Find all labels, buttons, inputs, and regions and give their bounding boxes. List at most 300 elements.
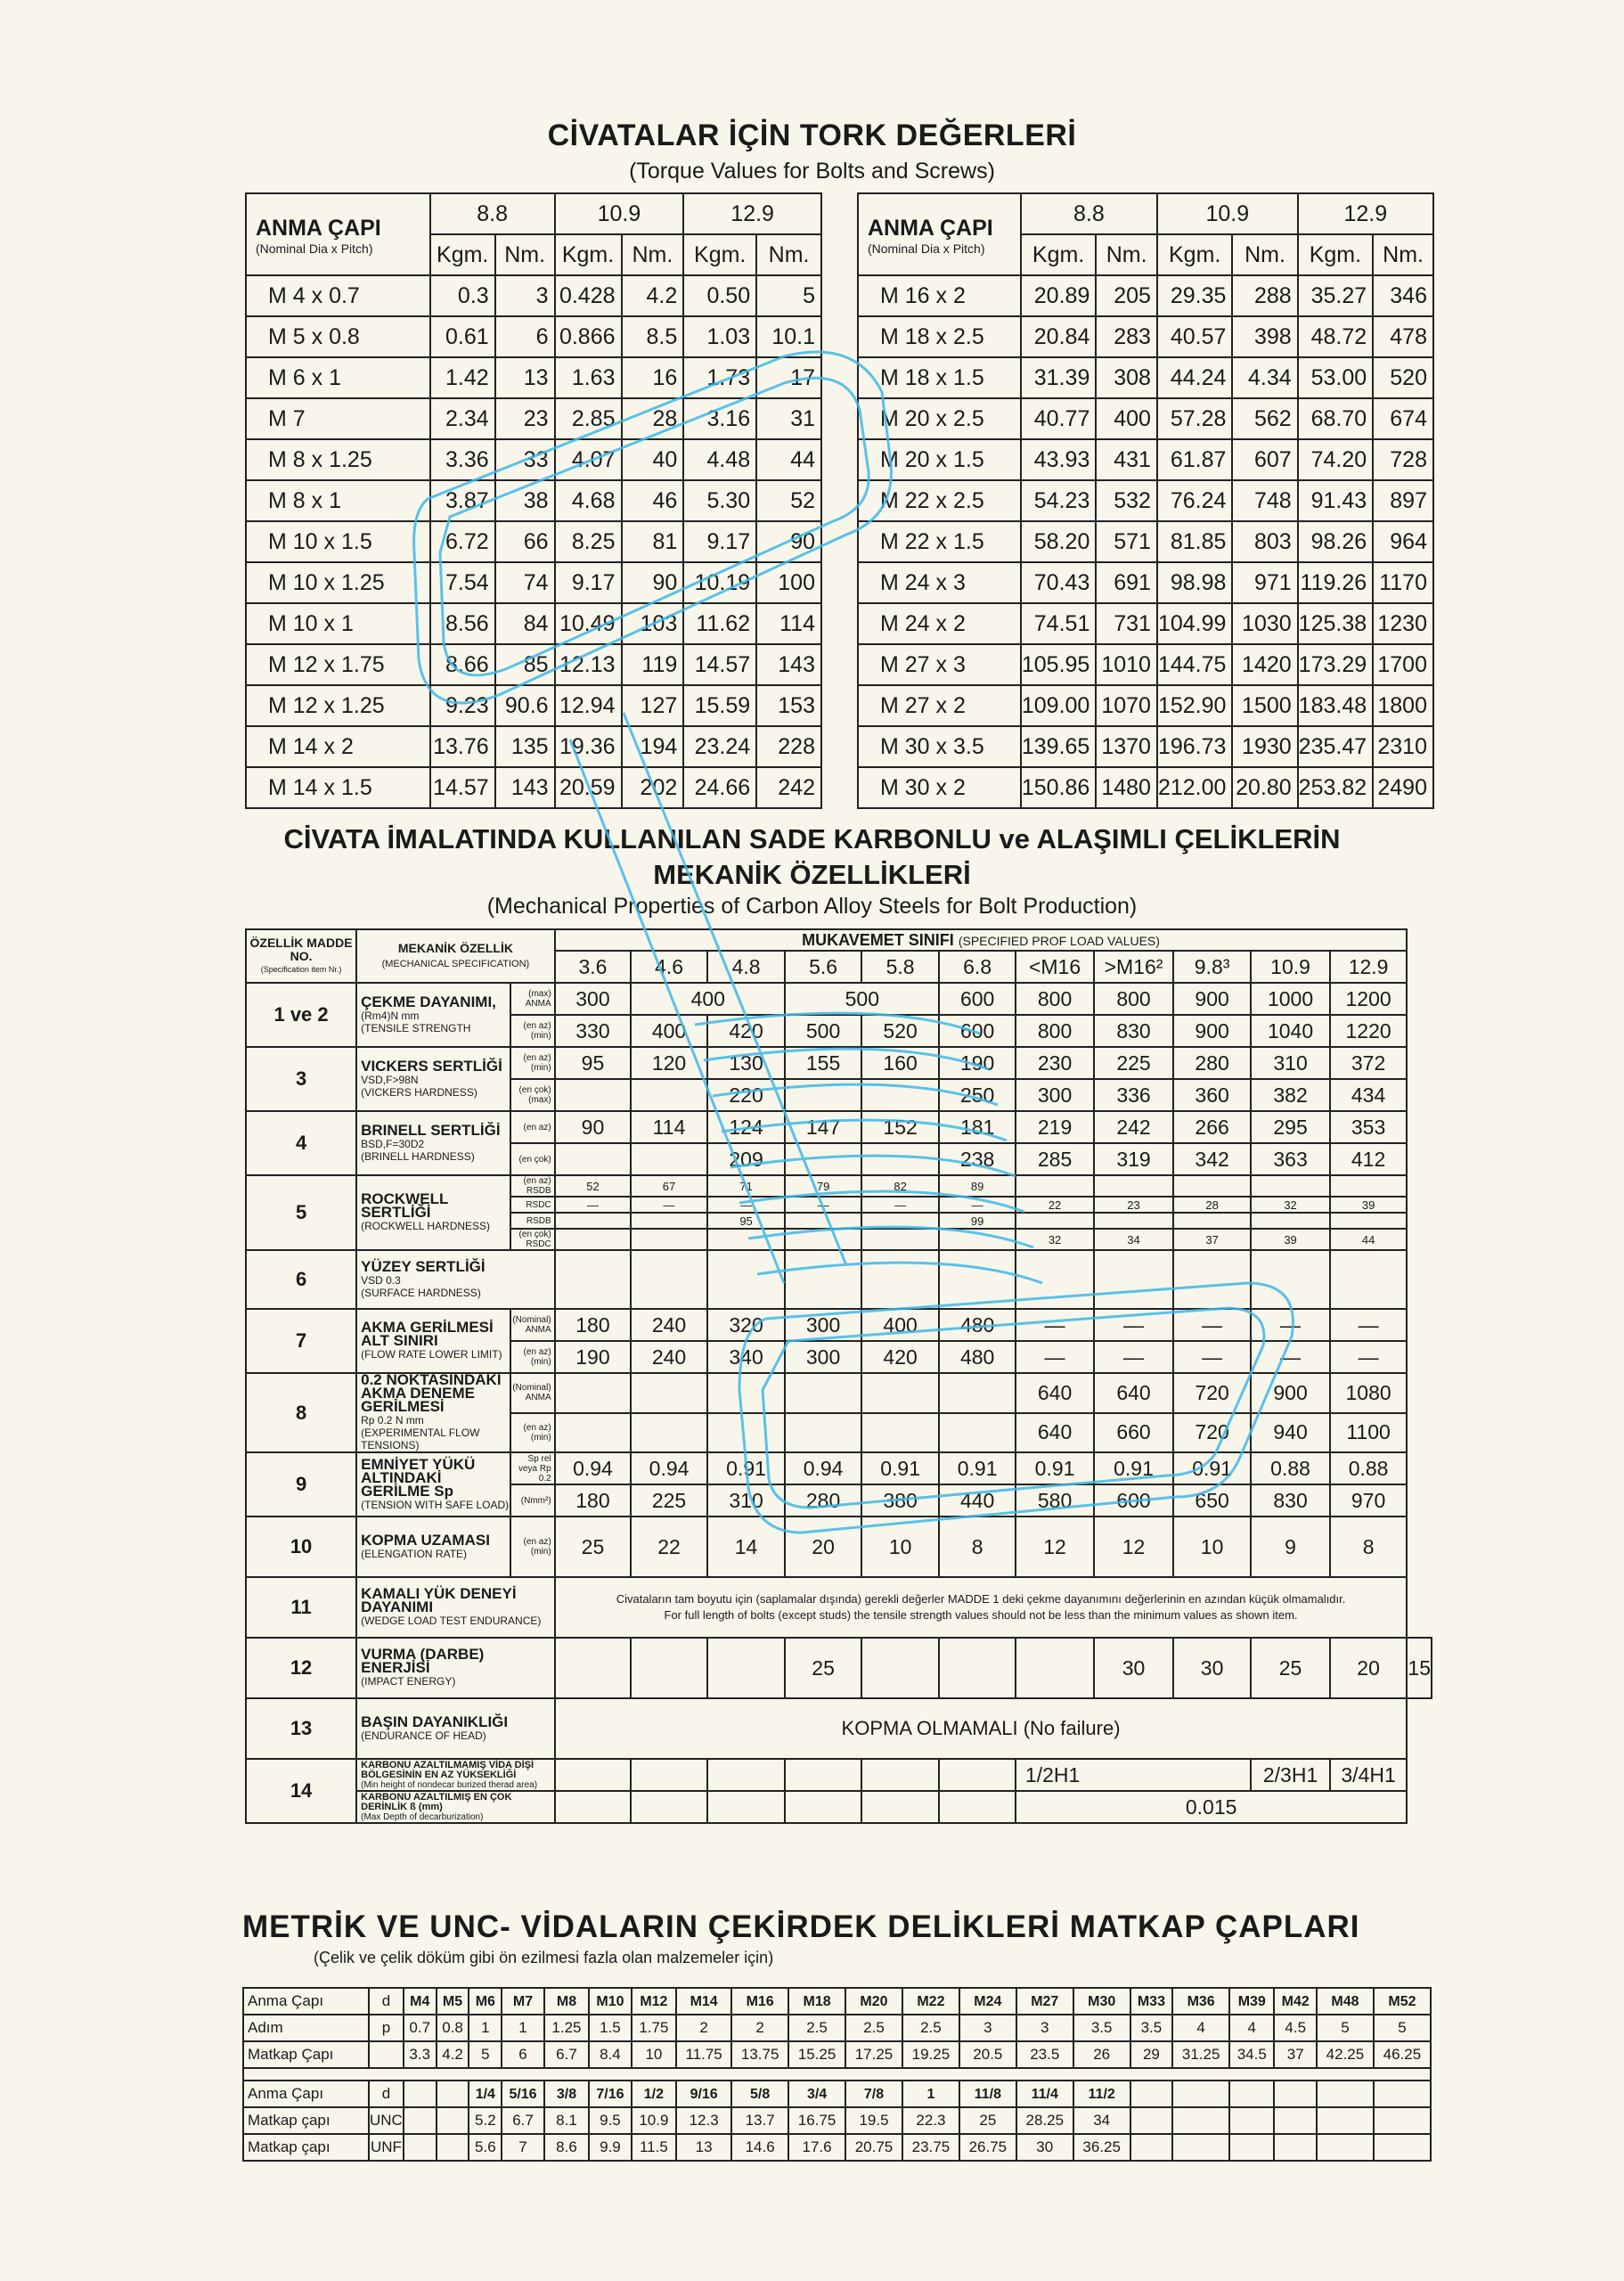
value-cell: 7/8	[845, 2081, 902, 2107]
value-cell: 180	[555, 1484, 632, 1517]
table-row	[243, 2015, 1431, 2041]
torque-value: 16	[622, 357, 684, 398]
torque-value: 20.84	[1021, 316, 1096, 357]
value-cell: 720	[1173, 1413, 1251, 1453]
table-row	[858, 480, 1433, 521]
table-row	[246, 726, 821, 767]
value-cell: M8	[544, 1988, 589, 2015]
value-cell: 25	[959, 2107, 1016, 2134]
torque-value: 35.27	[1298, 275, 1373, 316]
torque-value: 8.66	[430, 644, 495, 685]
row-label: Matkap çapı	[243, 2134, 369, 2161]
value-cell: M36	[1172, 1988, 1229, 2015]
value-cell	[1374, 2134, 1431, 2161]
spec-qualifier: (en az) (min)	[510, 1047, 555, 1079]
torque-value: 98.98	[1157, 562, 1232, 603]
value-cell: —	[1330, 1341, 1408, 1373]
torque-value: 1.73	[683, 357, 756, 398]
empty-cell	[939, 1791, 1016, 1823]
empty-cell	[861, 1759, 939, 1791]
empty-cell	[1330, 1250, 1408, 1309]
item-number: 3	[246, 1047, 356, 1111]
torque-value: 40	[622, 439, 684, 480]
empty-cell	[1330, 1175, 1408, 1197]
value-cell: 0.91	[707, 1452, 785, 1484]
value-cell: 90	[555, 1111, 632, 1143]
value-cell: 285	[1016, 1143, 1094, 1175]
unit-header: Kgm.	[430, 234, 495, 275]
table-row	[246, 1047, 1432, 1079]
value-cell: 3/8	[544, 2081, 589, 2107]
value-cell: 95	[707, 1213, 785, 1229]
value-cell: 17.25	[845, 2041, 902, 2068]
torque-value: 803	[1232, 521, 1297, 562]
torque-value: 74.51	[1021, 603, 1096, 644]
spec-name: ROCKWELL SERTLİĞİ (ROCKWELL HARDNESS)	[356, 1175, 510, 1250]
value-cell: 434	[1330, 1079, 1408, 1111]
torque-table-left	[245, 192, 822, 809]
torque-value: 12.13	[555, 644, 622, 685]
value-cell: M18	[788, 1988, 845, 2015]
torque-value: 91.43	[1298, 480, 1373, 521]
value-cell: 20.5	[959, 2041, 1016, 2068]
value-cell: 440	[939, 1484, 1016, 1517]
torque-title: CİVATALAR İÇİN TORK DEĞERLERİ	[547, 119, 1077, 152]
torque-value: 74.20	[1298, 439, 1373, 480]
value-cell: 319	[1094, 1143, 1173, 1175]
nominal-size: M 12 x 1.25	[246, 685, 430, 726]
empty-cell	[555, 1373, 632, 1413]
value-cell: 400	[631, 1015, 707, 1047]
nominal-size: M 14 x 1.5	[246, 767, 430, 808]
value-cell: 225	[631, 1484, 707, 1517]
value-cell: 1	[469, 2015, 502, 2041]
table-row	[858, 685, 1433, 726]
torque-value: 4.48	[683, 439, 756, 480]
torque-value: 153	[756, 685, 821, 726]
value-cell: 420	[861, 1341, 939, 1373]
value-cell	[437, 2107, 469, 2134]
torque-value: 19.36	[555, 726, 622, 767]
torque-value: 9.23	[430, 685, 495, 726]
spacer-row	[243, 2068, 1431, 2081]
torque-value: 10.1	[756, 316, 821, 357]
value-cell: 280	[785, 1484, 861, 1517]
value-cell: 310	[707, 1484, 785, 1517]
value-cell: 152	[861, 1111, 939, 1143]
table-row	[858, 357, 1433, 398]
torque-value: 31.39	[1021, 357, 1096, 398]
torque-header-cell	[246, 193, 430, 275]
torque-value: 8.56	[430, 603, 495, 644]
value-cell	[1274, 2081, 1317, 2107]
torque-value: 10.49	[555, 603, 622, 644]
empty-cell	[707, 1250, 785, 1309]
value-cell: —	[1251, 1309, 1329, 1341]
value-cell: 420	[707, 1015, 785, 1047]
value-cell: —	[1173, 1341, 1251, 1373]
value-cell: 3.3	[404, 2041, 437, 2068]
value-cell: —	[1094, 1309, 1173, 1341]
grade-header: 10.9	[1157, 193, 1298, 234]
item-number: 4	[246, 1111, 356, 1175]
empty-cell	[939, 1373, 1016, 1413]
value-cell: 242	[1094, 1111, 1173, 1143]
value-cell: 20	[785, 1517, 861, 1577]
value-cell: —	[1016, 1341, 1094, 1373]
spec-qualifier: (en az)	[510, 1111, 555, 1143]
nominal-size: M 18 x 2.5	[858, 316, 1021, 357]
value-cell: 5/16	[502, 2081, 544, 2107]
torque-value: 17	[756, 357, 821, 398]
torque-value: 85	[495, 644, 555, 685]
torque-value: 228	[756, 726, 821, 767]
empty-cell	[785, 1213, 861, 1229]
torque-value: 3.16	[683, 398, 756, 439]
torque-value: 98.26	[1298, 521, 1373, 562]
value-cell: 30	[1173, 1638, 1251, 1698]
torque-value: 196.73	[1157, 726, 1232, 767]
torque-value: 15.59	[683, 685, 756, 726]
value-cell	[1229, 2081, 1274, 2107]
item-number: 5	[246, 1175, 356, 1250]
value-cell: 8.1	[544, 2107, 589, 2134]
anma-sublabel: (Nominal Dia x Pitch)	[256, 241, 373, 256]
row-symbol: UNF	[369, 2134, 404, 2161]
spec-name: KOPMA UZAMASI (ELENGATION RATE)	[356, 1517, 510, 1577]
value-cell	[1274, 2107, 1317, 2134]
spec-qualifier: RSDB	[510, 1213, 555, 1229]
torque-value: 44.24	[1157, 357, 1232, 398]
value-cell: M30	[1073, 1988, 1130, 2015]
value-cell	[1172, 2081, 1229, 2107]
value-cell: 640	[1094, 1373, 1173, 1413]
table-row	[246, 521, 821, 562]
torque-value: 283	[1096, 316, 1157, 357]
torque-value: 571	[1096, 521, 1157, 562]
empty-cell	[555, 1143, 632, 1175]
value-cell: 30	[1094, 1638, 1173, 1698]
empty-cell	[707, 1638, 785, 1698]
torque-value: 2310	[1373, 726, 1433, 767]
nominal-size: M 10 x 1	[246, 603, 430, 644]
value-cell: 8.6	[544, 2134, 589, 2161]
value-cell: 4.5	[1274, 2015, 1317, 2041]
value-cell: 52	[555, 1175, 632, 1197]
torque-value: 52	[756, 480, 821, 521]
item-number: 8	[246, 1373, 356, 1452]
value-cell: 600	[939, 1015, 1016, 1047]
value-cell: 382	[1251, 1079, 1329, 1111]
torque-value: 8.5	[622, 316, 684, 357]
anma-label: ANMA ÇAPI	[256, 215, 381, 241]
value-cell: 9/16	[676, 2081, 731, 2107]
torque-value: 9.17	[555, 562, 622, 603]
item-number: 12	[246, 1638, 356, 1698]
nominal-size: M 8 x 1	[246, 480, 430, 521]
value-cell: 3.5	[1130, 2015, 1173, 2041]
table-row	[246, 562, 821, 603]
empty-cell	[1251, 1250, 1329, 1309]
nominal-size: M 10 x 1.25	[246, 562, 430, 603]
value-cell: 230	[1016, 1047, 1094, 1079]
value-cell: 5.6	[469, 2134, 502, 2161]
empty-cell	[631, 1373, 707, 1413]
spec-qualifier: (en az) (min)	[510, 1341, 555, 1373]
value-cell: M14	[676, 1988, 731, 2015]
empty-cell	[861, 1079, 939, 1111]
torque-value: 76.24	[1157, 480, 1232, 521]
table-row	[246, 275, 821, 316]
torque-value: 2490	[1373, 767, 1433, 808]
value-cell: 36.25	[1073, 2134, 1130, 2161]
empty-cell	[555, 1791, 632, 1823]
empty-cell	[707, 1373, 785, 1413]
nominal-size: M 27 x 3	[858, 644, 1021, 685]
torque-value: 103	[622, 603, 684, 644]
item-number: 9	[246, 1452, 356, 1517]
value-cell: 180	[555, 1309, 632, 1341]
value-cell: M20	[845, 1988, 902, 2015]
nominal-size: M 24 x 2	[858, 603, 1021, 644]
torque-value: 29.35	[1157, 275, 1232, 316]
value-cell: 295	[1251, 1111, 1329, 1143]
table-row	[246, 1698, 1432, 1759]
spec-name: BAŞIN DAYANIKLIĞI (ENDURANCE OF HEAD)	[356, 1698, 555, 1759]
torque-value: 139.65	[1021, 726, 1096, 767]
value-cell: 0.91	[939, 1452, 1016, 1484]
torque-value: 33	[495, 439, 555, 480]
torque-value: 127	[622, 685, 684, 726]
value-cell: 6	[502, 2041, 544, 2068]
torque-value: 253.82	[1298, 767, 1373, 808]
value-cell: 181	[939, 1111, 1016, 1143]
torque-value: 152.90	[1157, 685, 1232, 726]
torque-value: 1370	[1096, 726, 1157, 767]
spec-name: YÜZEY SERTLİĞİ VSD 0.3 (SURFACE HARDNESS)	[356, 1250, 555, 1309]
value-cell: 2	[731, 2015, 788, 2041]
empty-cell	[785, 1413, 861, 1453]
row-label: Matkap Çapı	[243, 2041, 369, 2068]
spec-qualifier: Sp rel veya Rp 0.2	[510, 1452, 555, 1484]
nominal-size: M 4 x 0.7	[246, 275, 430, 316]
table-row	[246, 1638, 1432, 1698]
empty-cell	[631, 1079, 707, 1111]
value-cell: 800	[1016, 1015, 1094, 1047]
value-cell: 114	[631, 1111, 707, 1143]
torque-value: 40.77	[1021, 398, 1096, 439]
value-cell: 22	[631, 1517, 707, 1577]
value-cell: 28.25	[1016, 2107, 1073, 2134]
value-cell: 3.5	[1073, 2015, 1130, 2041]
value-cell: 34.5	[1229, 2041, 1274, 2068]
value-cell	[1172, 2134, 1229, 2161]
nominal-size: M 30 x 2	[858, 767, 1021, 808]
torque-value: 12.94	[555, 685, 622, 726]
drill-title: METRİK VE UNC- VİDALARIN ÇEKİRDEK DELİKLERİ MATKAP ÇAPLARI	[242, 1909, 1360, 1944]
strength-class: 12.9	[1330, 951, 1408, 983]
table-row	[246, 983, 1432, 1015]
value-cell: 1/2H1	[1016, 1759, 1251, 1791]
empty-cell	[555, 1213, 632, 1229]
value-cell: 39	[1251, 1229, 1329, 1250]
strength-class: <M16	[1016, 951, 1094, 983]
value-cell: 1	[902, 2081, 959, 2107]
value-cell	[1130, 2134, 1173, 2161]
value-cell: 0.94	[785, 1452, 861, 1484]
torque-value: 58.20	[1021, 521, 1096, 562]
value-cell: 2.5	[845, 2015, 902, 2041]
row-symbol	[369, 2041, 404, 2068]
strength-class: 4.8	[707, 951, 785, 983]
table-row	[243, 2107, 1431, 2134]
spec-qualifier: (en az) (min)	[510, 1015, 555, 1047]
empty-cell	[631, 1791, 707, 1823]
value-cell: 2/3H1	[1251, 1759, 1329, 1791]
value-cell: 600	[939, 983, 1016, 1015]
value-cell: 1200	[1330, 983, 1408, 1015]
table-row	[243, 2081, 1431, 2107]
value-cell: 17.6	[788, 2134, 845, 2161]
drill-table	[242, 1987, 1432, 2162]
row-symbol: d	[369, 2081, 404, 2107]
value-cell: 320	[707, 1309, 785, 1341]
nominal-size: M 30 x 3.5	[858, 726, 1021, 767]
value-cell: 640	[1016, 1413, 1094, 1453]
torque-value: 1700	[1373, 644, 1433, 685]
spec-name: BRINELL SERTLİĞİ BSD,F=30D2 (BRINELL HARDNESS)	[356, 1111, 510, 1175]
value-cell: 3	[959, 2015, 1016, 2041]
empty-cell	[1173, 1213, 1251, 1229]
table-row	[246, 1759, 1432, 1791]
value-cell: 5/8	[731, 2081, 788, 2107]
empty-cell	[861, 1413, 939, 1453]
value-cell	[437, 2081, 469, 2107]
value-cell: —	[1094, 1341, 1173, 1373]
torque-value: 3.36	[430, 439, 495, 480]
torque-value: 20.89	[1021, 275, 1096, 316]
value-cell: 238	[939, 1143, 1016, 1175]
value-cell: 1.5	[589, 2015, 632, 2041]
empty-cell	[1251, 1213, 1329, 1229]
value-cell: 34	[1094, 1229, 1173, 1250]
torque-value: 562	[1232, 398, 1297, 439]
empty-cell	[631, 1250, 707, 1309]
table-row	[858, 275, 1433, 316]
nominal-size: M 16 x 2	[858, 275, 1021, 316]
empty-cell	[939, 1250, 1016, 1309]
empty-cell	[555, 1638, 632, 1698]
value-cell: 0.91	[1173, 1452, 1251, 1484]
torque-value: 114	[756, 603, 821, 644]
torque-value: 183.48	[1298, 685, 1373, 726]
value-cell: 300	[785, 1341, 861, 1373]
value-cell: M7	[502, 1988, 544, 2015]
value-cell: 11/4	[1016, 2081, 1073, 2107]
torque-value: 100	[756, 562, 821, 603]
empty-cell	[1016, 1250, 1094, 1309]
torque-header-cell	[858, 193, 1021, 275]
value-cell: 580	[1016, 1484, 1094, 1517]
value-cell: 124	[707, 1111, 785, 1143]
value-cell: 32	[1251, 1197, 1329, 1213]
empty-cell	[939, 1638, 1016, 1698]
value-cell: 800	[1094, 983, 1173, 1015]
item-number: 6	[246, 1250, 356, 1309]
value-cell: —	[861, 1197, 939, 1213]
grade-header: 8.8	[1021, 193, 1157, 234]
note-cell: Civataların tam boyutu için (saplamalar dışında) gerekli değerler MADDE 1 deki çekme dayanımını değerlerinin en azından küçük olmamalıdır. For full length of bolts (except studs) the tensile strength values should not be less than the minimum values as shown item.	[555, 1577, 1408, 1638]
item-number: 10	[246, 1517, 356, 1577]
value-cell: 0.91	[861, 1452, 939, 1484]
value-cell: 30	[1016, 2134, 1073, 2161]
mech-subtitle: (Mechanical Properties of Carbon Alloy Steels for Bolt Production)	[486, 894, 1138, 919]
value-cell: 23.5	[1016, 2041, 1073, 2068]
empty-cell	[555, 1079, 632, 1111]
row-label: Anma Çapı	[243, 1988, 369, 2015]
value-cell: 71	[707, 1175, 785, 1197]
value-cell: 400	[631, 983, 785, 1015]
value-cell: 240	[631, 1309, 707, 1341]
torque-value: 38	[495, 480, 555, 521]
value-cell: 3	[1016, 2015, 1073, 2041]
torque-value: 119	[622, 644, 684, 685]
table-row	[246, 480, 821, 521]
empty-cell	[785, 1759, 861, 1791]
nominal-size: M 14 x 2	[246, 726, 430, 767]
torque-value: 8.25	[555, 521, 622, 562]
value-cell: 15	[1407, 1638, 1432, 1698]
torque-value: 3	[495, 275, 555, 316]
value-cell: 130	[707, 1047, 785, 1079]
empty-cell	[861, 1229, 939, 1250]
empty-cell	[785, 1250, 861, 1309]
torque-value: 9.17	[683, 521, 756, 562]
value-cell: —	[707, 1197, 785, 1213]
table-row	[243, 1988, 1431, 2015]
value-cell	[1317, 2107, 1374, 2134]
value-cell: 29	[1130, 2041, 1173, 2068]
value-cell: 26	[1073, 2041, 1130, 2068]
torque-value: 0.50	[683, 275, 756, 316]
col-spec-head: MEKANİK ÖZELLİK (MECHANICAL SPECIFICATION)	[356, 929, 555, 983]
torque-value: 478	[1373, 316, 1433, 357]
torque-value: 0.3	[430, 275, 495, 316]
value-cell: —	[1173, 1309, 1251, 1341]
value-cell: 11/8	[959, 2081, 1016, 2107]
value-cell: 147	[785, 1111, 861, 1143]
torque-value: 6.72	[430, 521, 495, 562]
value-cell: 5	[1374, 2015, 1431, 2041]
value-cell: 0.94	[631, 1452, 707, 1484]
value-cell: M6	[469, 1988, 502, 2015]
empty-cell	[861, 1791, 939, 1823]
empty-cell	[631, 1413, 707, 1453]
value-cell: 12.3	[676, 2107, 731, 2134]
value-cell: M48	[1317, 1988, 1374, 2015]
empty-cell	[555, 1229, 632, 1250]
value-cell: 28	[1173, 1197, 1251, 1213]
torque-value: 66	[495, 521, 555, 562]
value-cell: 400	[861, 1309, 939, 1341]
empty-cell	[631, 1638, 707, 1698]
table-row	[858, 644, 1433, 685]
torque-value: 90	[622, 562, 684, 603]
empty-cell	[555, 1413, 632, 1453]
spec-qualifier: (en az) (min)	[510, 1413, 555, 1453]
value-cell: 25	[1251, 1638, 1329, 1698]
table-row	[858, 603, 1433, 644]
